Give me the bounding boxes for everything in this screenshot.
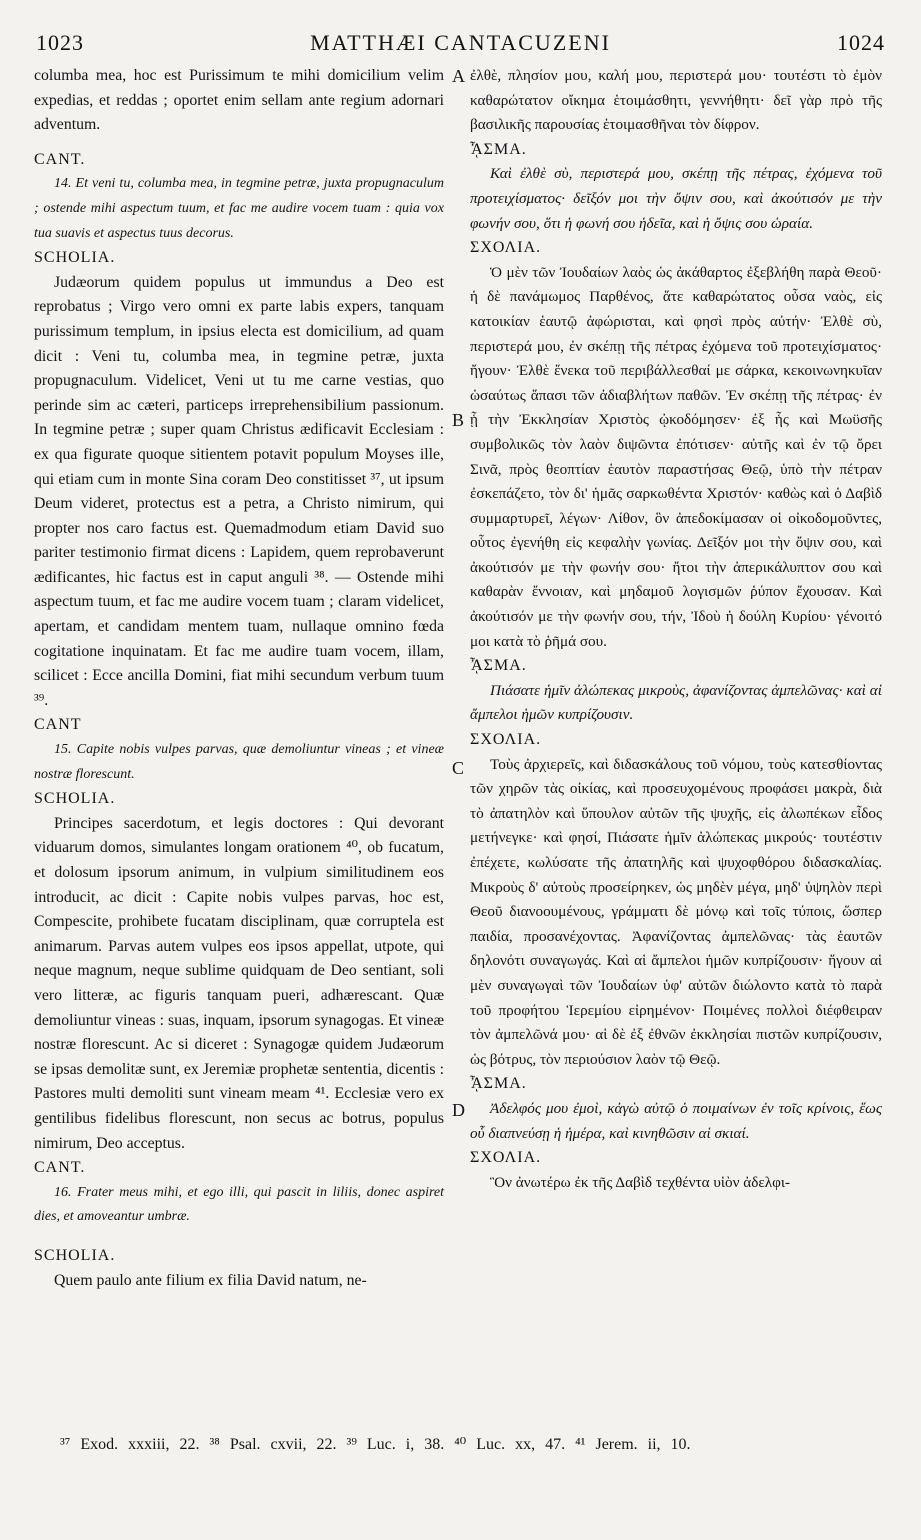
scholia-paragraph-greek: Ὃν ἀνωτέρω ἐκ τῆς Δαβὶδ τεχθέντα υἱὸν ἀδελφι-: [490, 1173, 791, 1191]
page-number-right: 1024: [837, 30, 885, 55]
section-heading: SCHOLIA.: [34, 1246, 116, 1264]
margin-letter-c: C: [452, 758, 465, 778]
section-heading: CANT: [34, 716, 82, 734]
margin-letter-d: D: [452, 1100, 465, 1120]
latin-column: [34, 64, 444, 1293]
section-heading: ΣΧΟΛΙΑ.: [470, 1149, 542, 1167]
verse-15: 15. Capite nobis vulpes parvas, quæ demoliuntur vineas ; et vineæ nostræ florescunt.: [34, 742, 444, 782]
verse-16-greek: Ἀδελφός μου ἐμοὶ, κἀγὼ αὐτῷ ὁ ποιμαίνων ἐν τοῖς κρίνοις, ἕως οὗ διαπνεύσῃ ἡ ἡμέρα, καὶ κινηθῶσιν αἱ σκιαί.: [470, 1099, 882, 1142]
scholia-paragraph: Principes sacerdotum, et legis doctores : Qui devorant viduarum domos, simulantes longam orationem ⁴⁰, ob fucatum, et dolosum ipsorum animum, in vulpium similitudinem eos introducit, ac dicit : Capite nobis vulpes parvas, hoc est, Compescite, prohibete fucatam disciplinam, quæ corruptela est animarum. Parvas autem vulpes eos ipsos appellat, utpote, qui neque magnum, neque sublime quidquam de Deo sentiant, soli vero litteræ, ac figuris tanquam pueri, adhærescant. Quæ demoliuntur vineas : suas, inquam, ipsorum synagogas. Et vineæ nostræ florescunt. Ac si diceret : Synagogæ quidem Judæorum se ipsas demolitæ sunt, ex Jeremiæ prophetæ sententia, dicentis : Pastores multi demoliti sunt vineam meam ⁴¹. Ecclesiæ vero ex gentilibus fidelibus florescunt, non secus ac botrus, populus nimirum, Deo acceptus.: [34, 814, 444, 1152]
running-title: MATTHÆI CANTACUZENI: [310, 30, 611, 55]
section-heading: ΣΧΟΛΙΑ.: [470, 239, 542, 257]
verse-14: 14. Et veni tu, columba mea, in tegmine petræ, juxta propugnaculum ; ostende mihi aspectum tuum, et fac me audire vocem tuam : quia vox tua suavis et aspectus tuus decorus.: [34, 176, 444, 241]
greek-column: [470, 64, 882, 1195]
scholia-paragraph-greek: Τοὺς ἀρχιερεῖς, καὶ διδασκάλους τοῦ νόμου, τοὺς κατεσθίοντας τῶν χηρῶν τὰς οἰκίας, καὶ προσευχομένους προφάσει μακρὰ, διὰ τὸ ἀπατηλὸν καὶ ὕπουλον αὐτῶν τῆς ψυχῆς, εἰς ἀλωπέκων εἶδος μετήνεγκε· καὶ φησί, Πιάσατε ἡμῖν ἀλώπεκας μικρούς· τουτέστιν ἐπέχετε, κωλύσατε τῆς ἀπατηλῆς καὶ ψυχοφθόρου διδασκαλίας. Μικροὺς δ' αὐτοὺς προσείρηκεν, ὡς μηδὲν μέγα, μηδ' ὑψηλὸν περὶ Θεοῦ διανοουμένους, γράμματι δὲ μόνῳ καὶ τοῖς τύποις, ὥσπερ παιδία, προσανέχοντας. Ἀφανίζοντας ἀμπελῶνας· τὰς ἑαυτῶν δηλονότι συναγωγάς. Καὶ αἱ ἄμπελοι ἡμῶν κυπρίζουσιν· ἤγουν αἱ μὲν συναγωγαὶ τῶν Ἰουδαίων ὑφ' αὐτῶν διώλοντο κατὰ τὸ παρὰ τοῦ προφήτου Ἱερεμίου εἰρημένον· Ποιμένες πολλοὶ διέφθειραν τὸν ἀμπελῶνά μου· αἱ δὲ ἐξ ἐθνῶν ἐκκλησίαι πιστῶν κυπρίζουσιν, ὡς βότρυς, τὸν περιούσιον λαὸν τῷ Θεῷ.: [470, 755, 882, 1068]
verse-16: 16. Frater meus mihi, et ego illi, qui pascit in liliis, donec aspiret dies, et amoveantur umbræ.: [34, 1184, 444, 1225]
latin-paragraph: columba mea, hoc est Purissimum te mihi domicilium velim expedias, et reddas ; oportet enim sellam ante regium adornari adventum.: [34, 67, 444, 134]
verse-14-greek: Καὶ ἐλθὲ σὺ, περιστερά μου, σκέπῃ τῆς πέτρας, ἐχόμενα τοῦ προτειχίσματος· δεῖξόν μοι τὴν ὄψιν σου, καὶ ἀκούτισόν με τὴν φωνήν σου, ὅτι ἡ φωνή σου ἡδεῖα, καὶ ἡ ὄψις σου ὡραία.: [470, 165, 882, 232]
page-number-left: 1023: [36, 30, 84, 55]
section-heading: SCHOLIA.: [34, 249, 116, 267]
scholia-paragraph: Quem paulo ante filium ex filia David natum, ne-: [54, 1271, 367, 1289]
section-heading: ᾎΣΜΑ.: [470, 1075, 527, 1093]
footnotes: ³⁷ Exod. xxxiii, 22. ³⁸ Psal. cxvii, 22. ³⁹ Luc. i, 38. ⁴⁰ Luc. xx, 47. ⁴¹ Jerem. ii, 10.: [60, 1436, 691, 1453]
section-heading: CANT.: [34, 1159, 86, 1177]
section-heading: ΣΧΟΛΙΑ.: [470, 731, 542, 749]
verse-15-greek: Πιάσατε ἡμῖν ἀλώπεκας μικροὺς, ἀφανίζοντας ἀμπελῶνας· καὶ αἱ ἄμπελοι ἡμῶν κυπρίζουσιν.: [470, 681, 882, 724]
greek-paragraph: ἐλθὲ, πλησίον μου, καλή μου, περιστερά μου· τουτέστι τὸ ἐμὸν καθαρώτατον οἴκημα ἑτοιμάσθητι, γεννήθητι· δεῖ γὰρ πρὸ τῆς βασιλικῆς παρουσίας ἑτοιμασθῆναι τὸν δίφρον.: [470, 67, 882, 134]
section-heading: CANT.: [34, 150, 86, 168]
scholia-paragraph: Judæorum quidem populus ut immundus a Deo est reprobatus ; Virgo vero omni ex parte labis expers, tanquam purissimum templum, in ipsius electa est domicilium, ad quam dicit : Veni tu, columba mea, in tegmine petræ, juxta propugnaculum. Videlicet, Veni ut tu me carne vestias, quo perinde sim ac cæteri, particeps irreprehensibilium passionum. In tegmine petræ ; super quam Christus ædificavit Ecclesiam : ex qua figurate quoque sitientem potavit populum Moyses ille, qui etiam cum in monte Sina coram Deo constitisset ³⁷, ut ipsum Deum videret, protectus est a petra, a Christo nimirum, qui propter nos caro factus est. Quemadmodum etiam David suo pariter testimonio firmat dicens : Lapidem, quem reprobaverunt ædificantes, hic factus est in caput anguli ³⁸. — Ostende mihi aspectum tuum, et fac me audire vocem tuam ; claram videlicet, apertam, et candidam mentem tuam, nullaque omnino fœda cogitatione inquinatam. Et fac me audire tuam vocem, illam, scilicet : Ecce ancilla Domini, fiat mihi secundum verbum tuum ³⁹.: [34, 273, 444, 709]
running-header: [36, 30, 885, 60]
section-heading: ᾎΣΜΑ.: [470, 657, 527, 675]
margin-letter-b: B: [452, 410, 465, 430]
margin-letter-a: A: [452, 66, 465, 86]
section-heading: ᾎΣΜΑ.: [470, 140, 527, 158]
section-heading: SCHOLIA.: [34, 790, 116, 808]
scholia-paragraph-greek: Ὁ μὲν τῶν Ἰουδαίων λαὸς ὡς ἀκάθαρτος ἐξεβλήθη παρὰ Θεοῦ· ἡ δὲ πανάμωμος Παρθένος, ἅτε καθαρώτατος οὖσα ναὸς, εἰς κατοικίαν ἑαυτῷ ἀφώρισται, καὶ φησὶ πρὸς αὐτήν· Ἐλθὲ σὺ, περιστερά μου, ἐν σκέπῃ τῆς πέτρας ἐχόμενα τοῦ προτειχίσματος· ἤγουν· Ἐλθὲ ἕνεκα τοῦ περιβάλλεσθαί με σάρκα, κεκοινωνηκυῖαν ὡσαύτως ἅπασι τῶν ἀδιαβλήτων παθῶν. Ἐν σκέπῃ τῆς πέτρας· ἐν ᾗ τὴν Ἐκκλησίαν Χριστὸς ᾠκοδόμησεν· ἐξ ἧς καὶ Μωϋσῆς συμβολικῶς τὸν λαὸν διψῶντα ἐπότισεν· αὐτῆς καὶ ἐν τῷ ὄρει Σινᾶ, πρὸς θεοπτίαν ἑαυτὸν παραστήσας Θεῷ, ὑπὸ τὴν πέτραν ἐσκεπάζετο, τὸν δι' ἡμᾶς σαρκωθέντα Χριστόν· καθὼς καὶ ὁ Δαβὶδ συμμαρτυρεῖ, λέγων· Λίθον, ὃν ἀπεδοκίμασαν οἱ οἰκοδομοῦντες, οὗτος ἐγενήθη εἰς κεφαλὴν γωνίας. Δεῖξόν μοι τὴν ὄψιν σου, καὶ ἀκούτισόν με τὴν φωνήν σου· ἤτοι τὴν ἀπερικάλυπτον σου καὶ καθαρὰν ἔννοιαν, καὶ μηδαμοῦ λογισμῶν ῥύπον ἔχουσαν. Καὶ ἀκούτισόν με τὴν φωνήν σου, τήν, Ἰδοὺ ἡ δούλη Κυρίου· γένοιτό μοι κατὰ τὸ ῥῆμά σου.: [470, 263, 882, 650]
